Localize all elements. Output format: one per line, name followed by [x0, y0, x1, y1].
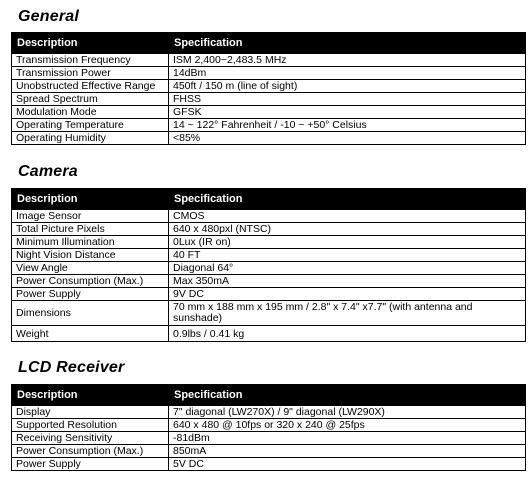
column-header-description: Description	[12, 189, 169, 210]
table-row	[12, 419, 526, 432]
table-row	[12, 445, 526, 458]
column-header-specification: Specification	[169, 385, 526, 406]
specification-cell: ISM 2,400~2,483.5 MHz	[169, 54, 526, 67]
description-cell: Spread Spectrum	[12, 93, 169, 106]
spec-table-general	[11, 32, 526, 145]
description-cell: Power Supply	[12, 288, 169, 301]
description-cell: Dimensions	[12, 301, 169, 326]
table-row	[12, 275, 526, 288]
specification-cell: 14 ~ 122° Fahrenheit / -10 ~ +50° Celsius	[169, 119, 526, 132]
specification-cell: 40 FT	[169, 249, 526, 262]
specification-cell: <85%	[169, 132, 526, 145]
spec-table-lcd-receiver	[11, 384, 526, 471]
specification-cell: 7" diagonal (LW270X) / 9" diagonal (LW290X)	[169, 406, 526, 419]
table-row	[12, 54, 526, 67]
specification-cell: 9V DC	[169, 288, 526, 301]
column-header-description: Description	[12, 385, 169, 406]
specification-cell: GFSK	[169, 106, 526, 119]
specification-cell: Diagonal 64°	[169, 262, 526, 275]
specification-cell: Max 350mA	[169, 275, 526, 288]
table-header-row	[12, 189, 526, 210]
table-row	[12, 106, 526, 119]
specification-cell: CMOS	[169, 210, 526, 223]
specification-cell: 14dBm	[169, 67, 526, 80]
table-row	[12, 458, 526, 471]
description-cell: Transmission Power	[12, 67, 169, 80]
specification-cell: 0.9lbs / 0.41 kg	[169, 326, 526, 342]
description-cell: Transmission Frequency	[12, 54, 169, 67]
specification-cell: 450ft / 150 m (line of sight)	[169, 80, 526, 93]
description-cell: View Angle	[12, 262, 169, 275]
table-row	[12, 262, 526, 275]
specification-cell: 70 mm x 188 mm x 195 mm / 2.8" x 7.4" x7.7" (with antenna and sunshade)	[169, 301, 526, 326]
description-cell: Unobstructed Effective Range	[12, 80, 169, 93]
specification-cell: 0Lux (IR on)	[169, 236, 526, 249]
table-header-row	[12, 33, 526, 54]
specification-cell: 850mA	[169, 445, 526, 458]
table-header-row	[12, 385, 526, 406]
description-cell: Total Picture Pixels	[12, 223, 169, 236]
description-cell: Operating Temperature	[12, 119, 169, 132]
description-cell: Modulation Mode	[12, 106, 169, 119]
table-row	[12, 288, 526, 301]
table-row	[12, 132, 526, 145]
description-cell: Weight	[12, 326, 169, 342]
description-cell: Power Consumption (Max.)	[12, 275, 169, 288]
description-cell: Display	[12, 406, 169, 419]
description-cell: Supported Resolution	[12, 419, 169, 432]
description-cell: Image Sensor	[12, 210, 169, 223]
description-cell: Receiving Sensitivity	[12, 432, 169, 445]
table-row	[12, 249, 526, 262]
table-row	[12, 432, 526, 445]
table-row	[12, 119, 526, 132]
column-header-description: Description	[12, 33, 169, 54]
table-row	[12, 326, 526, 342]
description-cell: Power Consumption (Max.)	[12, 445, 169, 458]
table-row	[12, 223, 526, 236]
specification-cell: 5V DC	[169, 458, 526, 471]
column-header-specification: Specification	[169, 189, 526, 210]
table-row	[12, 301, 526, 326]
description-cell: Night Vision Distance	[12, 249, 169, 262]
specification-cell: -81dBm	[169, 432, 526, 445]
table-row	[12, 93, 526, 106]
specification-cell: 640 x 480 @ 10fps or 320 x 240 @ 25fps	[169, 419, 526, 432]
section-title: General	[18, 8, 79, 25]
description-cell: Operating Humidity	[12, 132, 169, 145]
specification-cell: 640 x 480pxl (NTSC)	[169, 223, 526, 236]
table-row	[12, 210, 526, 223]
specification-cell: FHSS	[169, 93, 526, 106]
table-row	[12, 236, 526, 249]
table-row	[12, 67, 526, 80]
description-cell: Minimum Illumination	[12, 236, 169, 249]
section-title: Camera	[18, 163, 78, 180]
description-cell: Power Supply	[12, 458, 169, 471]
spec-table-camera	[11, 188, 526, 342]
section-title: LCD Receiver	[18, 359, 125, 376]
column-header-specification: Specification	[169, 33, 526, 54]
table-row	[12, 80, 526, 93]
table-row	[12, 406, 526, 419]
